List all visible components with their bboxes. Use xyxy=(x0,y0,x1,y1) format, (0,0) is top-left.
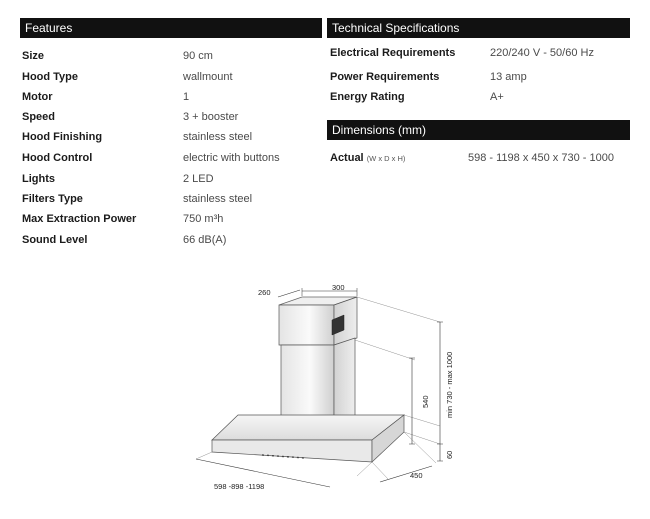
dim-depth: 450 xyxy=(410,471,423,480)
feature-value-hood-type: wallmount xyxy=(183,71,233,83)
technical-title: Technical Specifications xyxy=(332,21,460,35)
chimney-lower-front xyxy=(281,345,334,425)
feature-label-hood-type: Hood Type xyxy=(22,71,79,83)
feature-label-hood-control: Hood Control xyxy=(22,152,93,164)
dim-total-height: min 730 - max 1000 xyxy=(445,351,454,418)
canopy-top xyxy=(212,415,404,440)
dimensions-actual-label: Actual xyxy=(330,152,364,164)
canopy-front xyxy=(212,440,372,462)
dim-canopy-height: 60 xyxy=(445,450,454,459)
dim-top-depth: 260 xyxy=(258,288,271,297)
dimensions-actual-value: 598 - 1198 x 450 x 730 - 1000 xyxy=(468,152,614,164)
feature-label-speed: Speed xyxy=(22,111,56,123)
tech-value-electrical: 220/240 V - 50/60 Hz xyxy=(490,47,594,59)
feature-label-size: Size xyxy=(22,50,45,62)
feature-label-motor: Motor xyxy=(22,91,53,103)
dimensions-actual-sub: (W x D x H) xyxy=(366,154,406,163)
feature-value-max-extraction: 750 m³h xyxy=(183,213,224,225)
feature-value-hood-finishing: stainless steel xyxy=(183,131,253,143)
features-title: Features xyxy=(25,21,73,35)
feature-value-hood-control: electric with buttons xyxy=(183,152,280,164)
feature-label-max-extraction: Max Extraction Power xyxy=(22,213,137,225)
feature-value-filters-type: stainless steel xyxy=(183,193,253,205)
tech-label-energy: Energy Rating xyxy=(330,91,405,103)
dim-top-width: 300 xyxy=(332,283,345,292)
chimney-lower-side xyxy=(334,338,355,425)
feature-label-lights: Lights xyxy=(22,173,55,185)
dim-width: 598 -898 -1198 xyxy=(214,482,265,491)
tech-value-power: 13 amp xyxy=(490,71,527,83)
tech-label-electrical: Electrical Requirements xyxy=(330,47,456,59)
feature-value-sound-level: 66 dB(A) xyxy=(183,234,227,246)
tech-label-power: Power Requirements xyxy=(330,71,440,83)
feature-value-size: 90 cm xyxy=(183,50,213,62)
chimney-upper-front xyxy=(279,305,334,345)
feature-value-speed: 3 + booster xyxy=(183,111,239,123)
feature-value-lights: 2 LED xyxy=(183,173,214,185)
feature-value-motor: 1 xyxy=(183,91,190,103)
feature-label-filters-type: Filters Type xyxy=(22,193,83,205)
feature-label-sound-level: Sound Level xyxy=(22,234,88,246)
dimensions-title: Dimensions (mm) xyxy=(332,123,427,137)
tech-value-energy: A+ xyxy=(490,91,504,103)
feature-label-hood-finishing: Hood Finishing xyxy=(22,131,103,143)
dim-chimney-height: 540 xyxy=(421,395,430,408)
